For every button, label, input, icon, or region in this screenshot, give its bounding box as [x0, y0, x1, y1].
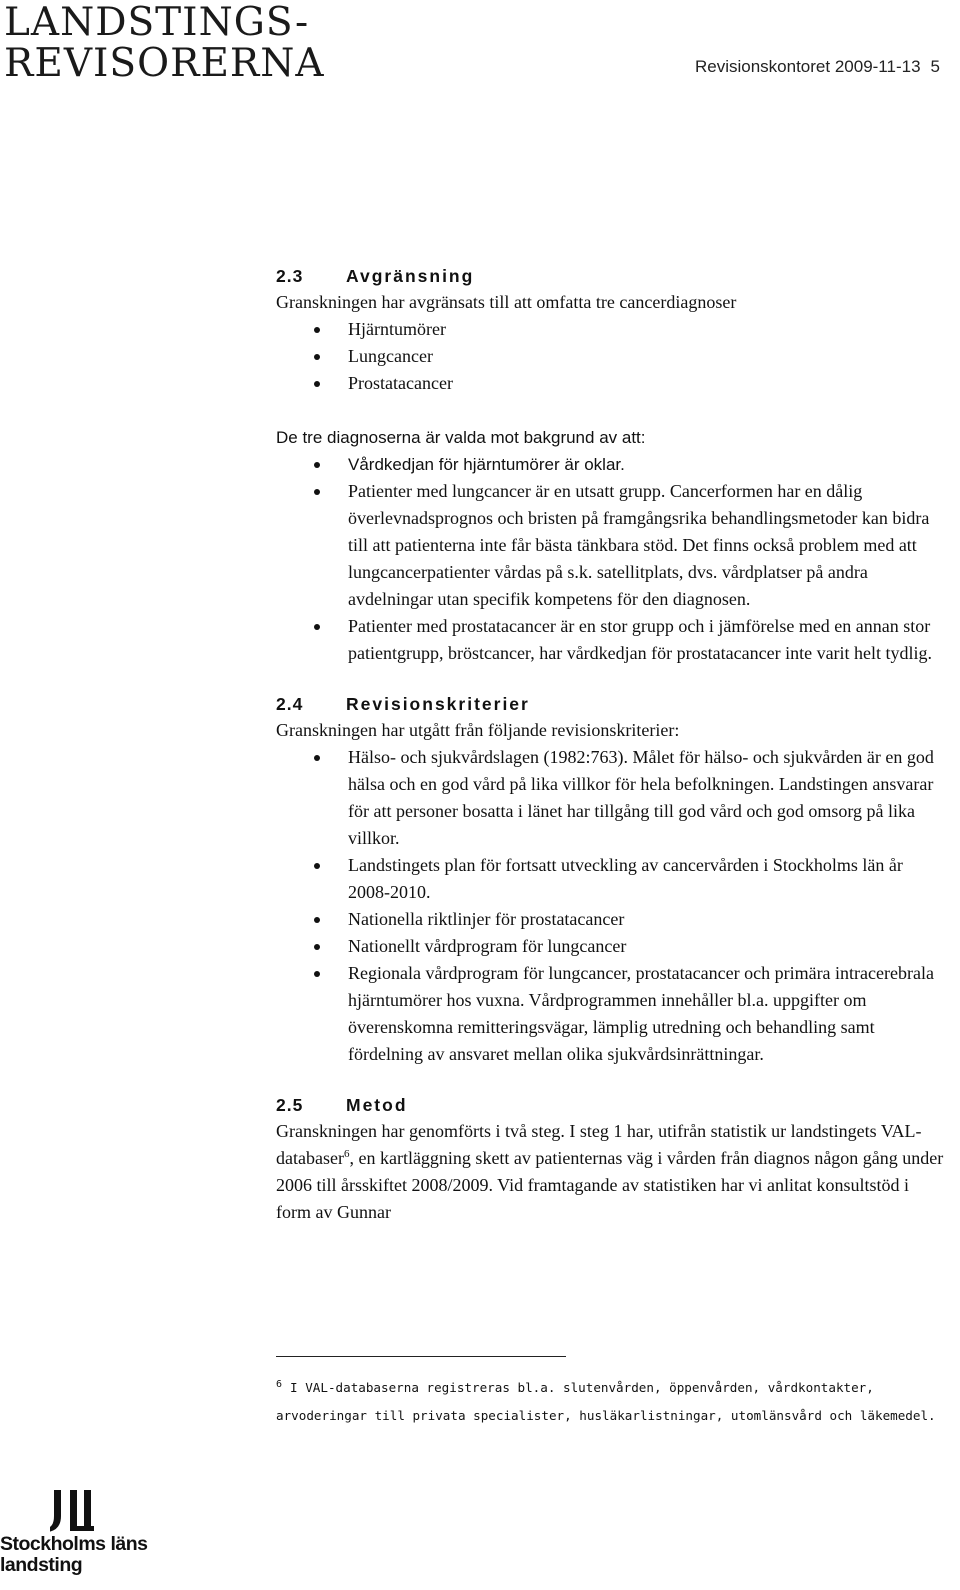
footnote-number: 6	[276, 1378, 283, 1390]
paragraph: Granskningen har avgränsats till att omfatta tre cancerdiagnoser	[276, 292, 737, 312]
reasons-list	[276, 451, 946, 667]
office-date: Revisionskontoret 2009-11-13	[694, 57, 921, 76]
section-number: 2.3	[276, 266, 304, 286]
logo-name-line-2: landsting	[0, 1554, 83, 1576]
logo-wordmark	[0, 1534, 147, 1576]
bullet-icon	[314, 755, 320, 761]
bullet-icon	[314, 971, 320, 977]
bullet-icon	[314, 354, 320, 360]
landsting-mark-icon	[50, 1488, 96, 1532]
bullet-icon	[314, 489, 320, 495]
bullet-icon	[314, 381, 320, 387]
diagnoses-list	[276, 316, 946, 397]
section-number: 2.5	[276, 1095, 304, 1115]
footnote	[276, 1374, 946, 1430]
footnote-ref: 6	[343, 1148, 350, 1160]
page-header	[695, 57, 940, 77]
paragraph: Granskningen har utgått från följande revisionskriterier:	[276, 720, 680, 740]
landstingsrevisorerna-logo	[4, 2, 325, 84]
logo-name-line-1: Stockholms läns	[0, 1533, 148, 1555]
footnote-text: I VAL-databaserna registreras bl.a. slutenvården, öppenvården, vårdkontakter, arvoderingar till privata specialister, husläkarlistningar, utomlänsvård och läkemedel.	[276, 1380, 936, 1423]
list-item: Hälso- och sjukvårdslagen (1982:763). Målet för hälso- och sjukvården är en god hälsa och en god vård på lika villkor för hela befolkningen. Landstingen ansvarar för att personer bosatta i länet har tillgång till god vård och god omsorg på lika villkor.	[276, 744, 946, 852]
section-number: 2.4	[276, 694, 304, 714]
list-item: Hjärntumörer	[276, 316, 946, 343]
bullet-icon	[314, 863, 320, 869]
logo-line-2: REVISORERNA	[4, 41, 325, 86]
section-title: Avgränsning	[346, 266, 475, 286]
section-heading-2-4	[276, 691, 946, 717]
logo-line-1: LANDSTINGS-	[4, 0, 310, 45]
list-item: Regionala vårdprogram för lungcancer, prostatacancer och primära intracerebrala hjärntumörer hos vuxna. Vårdprogrammen innehåller bl.a. uppgifter om överenskomna remitteringsvägar, lämplig utredning och behandling samt fördelning av ansvaret mellan olika sjukvårdsinrättningar.	[276, 960, 946, 1068]
list-item: Landstingets plan för fortsatt utveckling av cancervården i Stockholms län år 2008-2010.	[276, 852, 946, 906]
page-number: 5	[930, 57, 940, 76]
list-item: Patienter med lungcancer är en utsatt grupp. Cancerformen har en dålig överlevnadsprognos och bristen på framgångsrika behandlingsmetoder kan bidra till att patienterna inte får bästa tänkbara stöd. Det finns också problem med att lungcancerpatienter vårdas på s.k. satellitplats, dvs. vårdplatser på andra avdelningar utan specifik kompetens för den diagnosen.	[276, 478, 946, 613]
section-title: Revisionskriterier	[346, 694, 530, 714]
section-heading-2-3	[276, 263, 946, 289]
bullet-icon	[314, 462, 320, 468]
footnote-divider	[276, 1356, 566, 1357]
list-item: Nationella riktlinjer för prostatacancer	[276, 906, 946, 933]
list-item: Patienter med prostatacancer är en stor grupp och i jämförelse med en annan stor patientgrupp, bröstcancer, har vårdkedjan för prostatacancer inte varit helt tydlig.	[276, 613, 946, 667]
bullet-icon	[314, 327, 320, 333]
list-item: Nationellt vårdprogram för lungcancer	[276, 933, 946, 960]
section-heading-2-5	[276, 1092, 946, 1118]
bullet-icon	[314, 624, 320, 630]
criteria-list	[276, 744, 946, 1068]
paragraph: De tre diagnoserna är valda mot bakgrund av att:	[276, 428, 646, 447]
list-item: Prostatacancer	[276, 370, 946, 397]
paragraph: Granskningen har genomförts i två steg. I steg 1 har, utifrån statistik ur landstingets VAL-databaser$^6$, en kartläggning skett av patienternas väg i vården från diagnos någon gång under 2006 till årsskiftet 2008/2009. Vid framtagande av statistiken har vi anlitat konsultstöd i form av Gunnar	[276, 1121, 944, 1222]
list-item: Vårdkedjan för hjärntumörer är oklar.	[276, 451, 946, 478]
section-title: Metod	[346, 1095, 408, 1115]
bullet-icon	[314, 917, 320, 923]
list-item: Lungcancer	[276, 343, 946, 370]
bullet-icon	[314, 944, 320, 950]
main-content	[276, 263, 946, 1226]
